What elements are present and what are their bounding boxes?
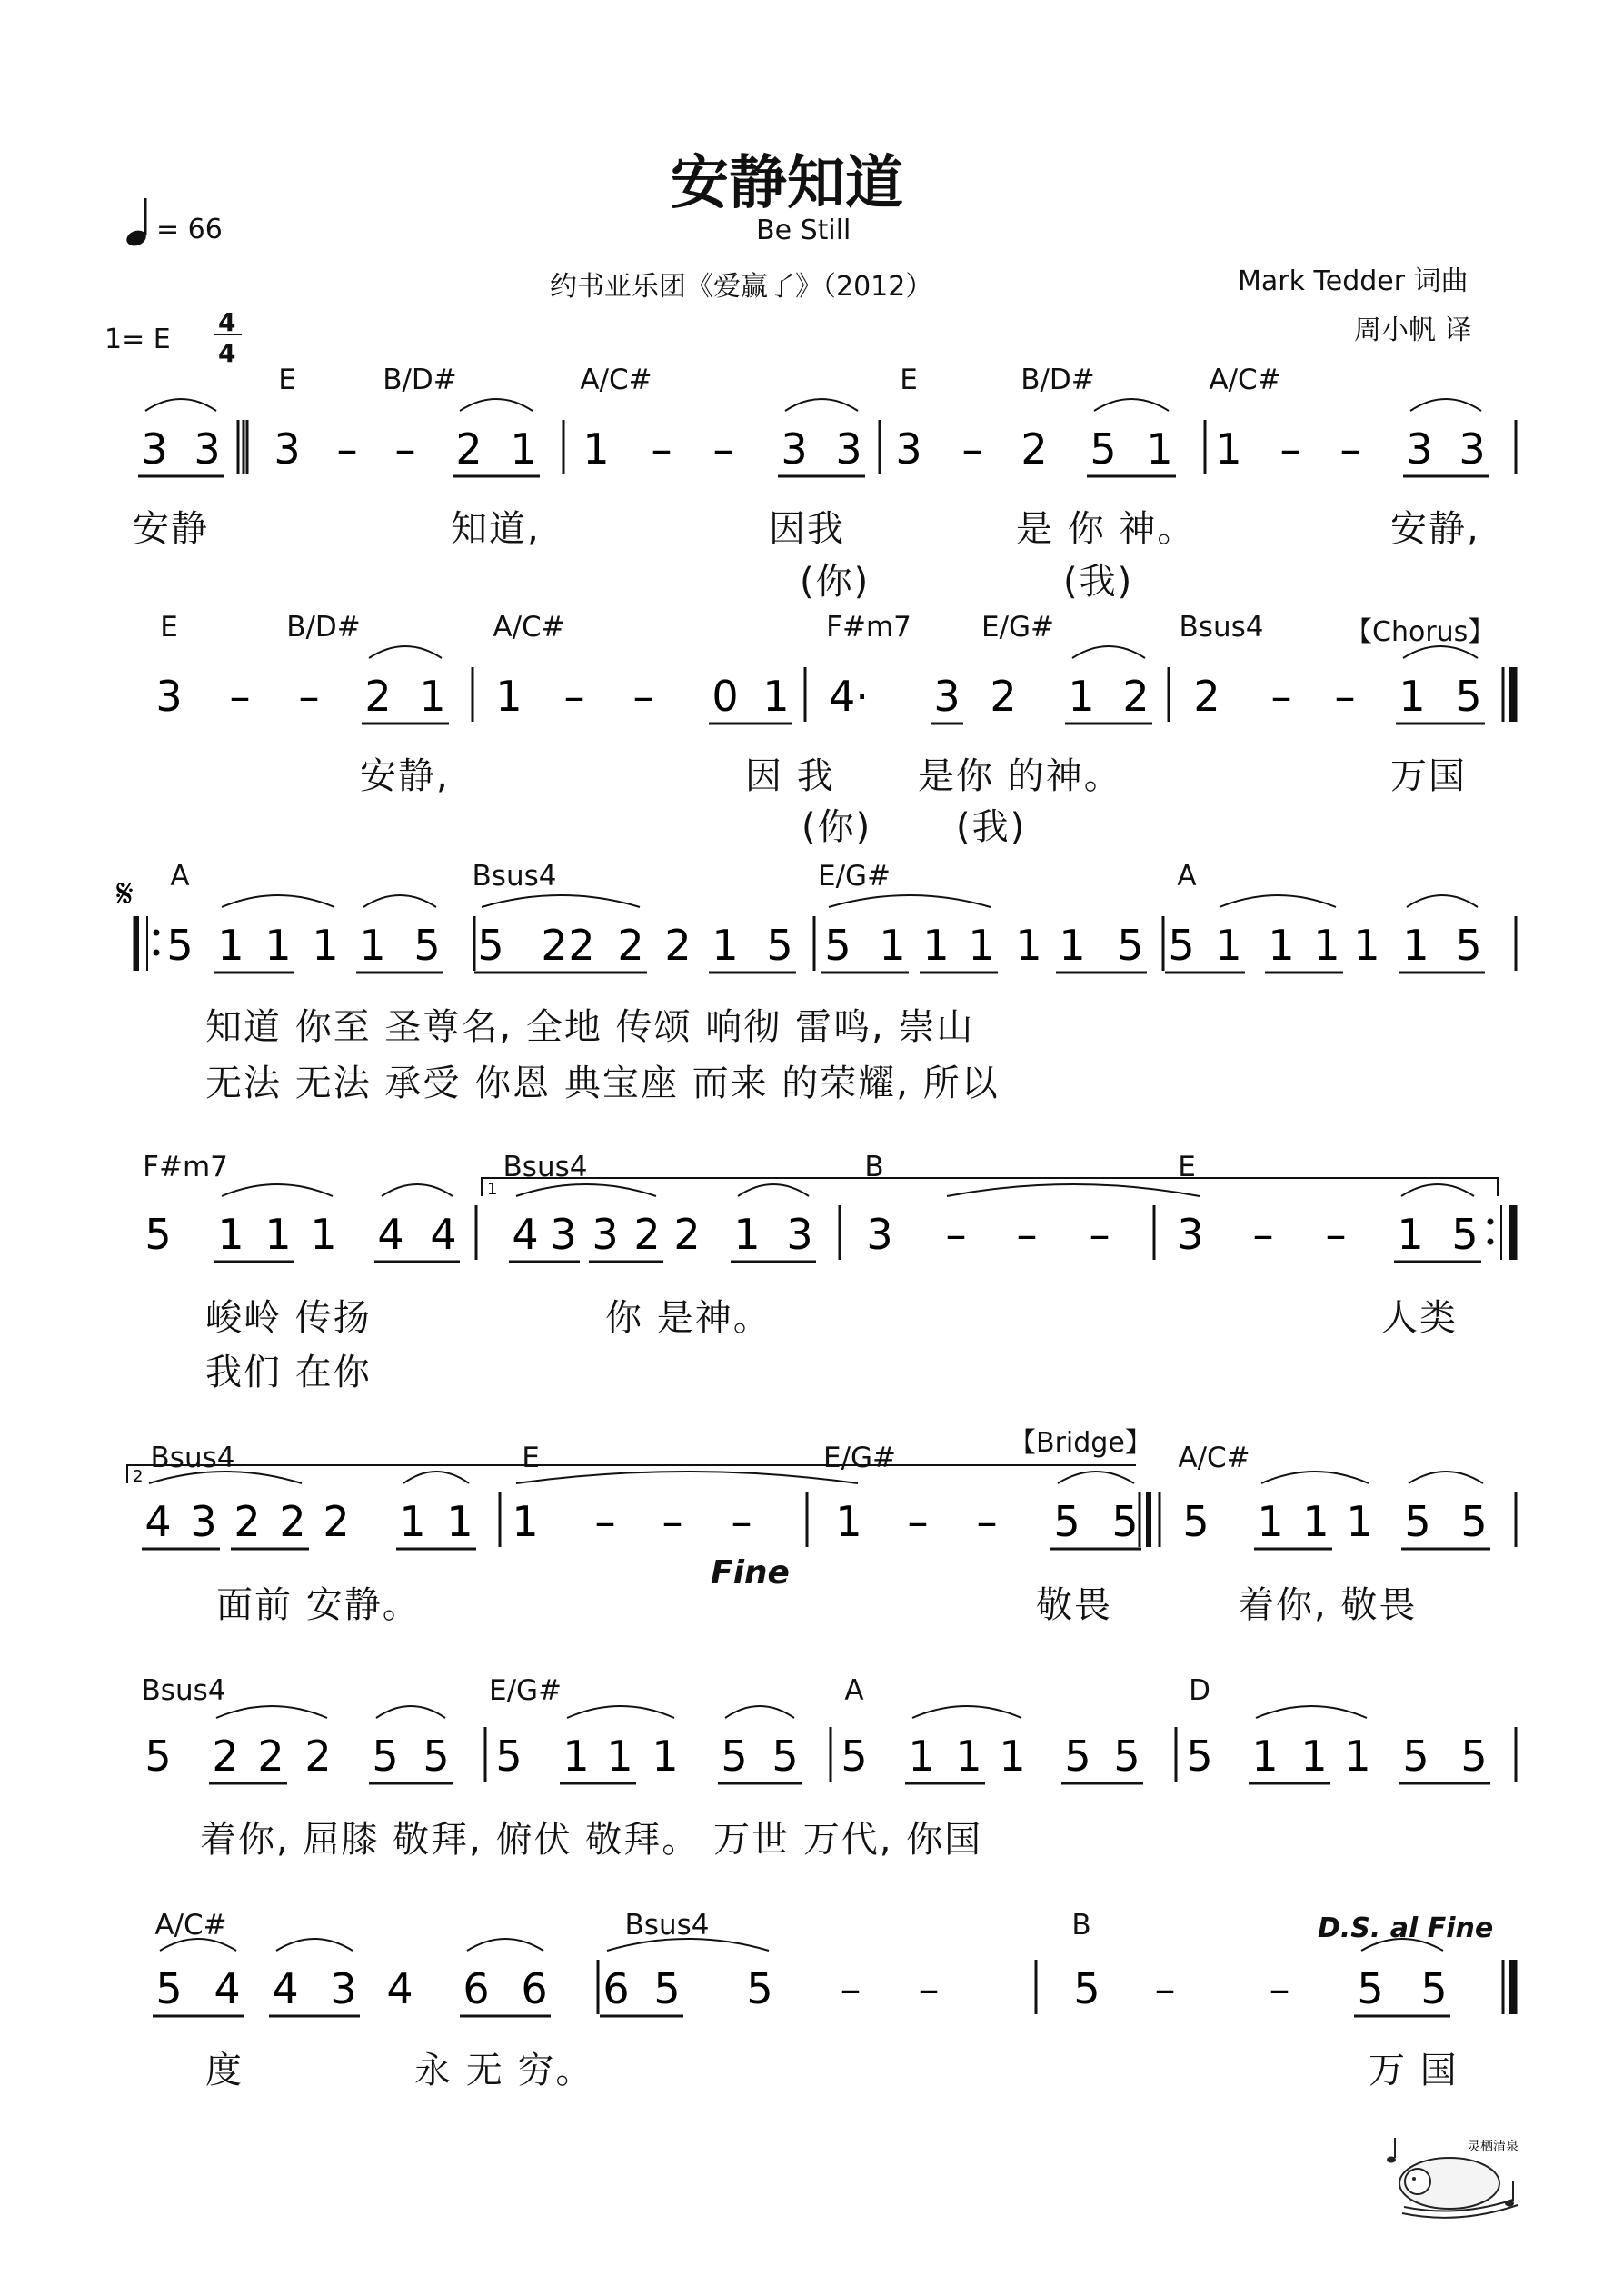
note: 5: [1451, 1210, 1479, 1259]
tie-arc: [1220, 895, 1336, 907]
chord: A/C#: [580, 364, 652, 396]
dash-mark: –: [840, 1964, 861, 2013]
dash-mark: –: [961, 424, 983, 474]
note: 1: [510, 424, 537, 474]
note: 1: [264, 1210, 292, 1259]
note: 6: [602, 1964, 630, 2013]
note: 2: [541, 921, 568, 970]
volta-number: 2: [133, 1467, 144, 1486]
chord: Bsus4: [624, 1909, 710, 1942]
note: 5: [841, 1732, 868, 1781]
note: 5: [1420, 1964, 1448, 2013]
note: 4·: [829, 672, 869, 721]
tie-arc: [1403, 646, 1478, 658]
dash-mark: –: [563, 672, 585, 721]
chord: E/G#: [817, 860, 891, 893]
note: 3: [141, 424, 168, 474]
chord: E/G#: [822, 1442, 897, 1474]
tie-arc: [149, 1472, 302, 1483]
tie-arc: [725, 1706, 794, 1718]
chord: Bsus4: [503, 1151, 588, 1183]
chord: E: [522, 1442, 540, 1474]
note: 5: [144, 1210, 172, 1259]
lyric: (我): [1063, 561, 1134, 603]
lyric: 着你, 屈膝 敬拜, 俯伏 敬拜。 万世 万代, 你国: [200, 1819, 983, 1861]
note: 5: [824, 921, 851, 970]
note: 2: [323, 1497, 350, 1546]
chord: Bsus4: [1179, 611, 1264, 644]
tie-arc: [363, 895, 436, 907]
note: 2: [234, 1497, 261, 1546]
note: 3: [895, 424, 922, 474]
chord: B/D#: [1021, 364, 1095, 396]
note: 5: [1111, 1497, 1139, 1546]
tie-arc: [516, 1472, 858, 1483]
note: 5: [1168, 921, 1195, 970]
tie-arc: [1361, 1939, 1443, 1951]
note: 4: [386, 1964, 413, 2013]
lyric: 安静,: [1390, 508, 1480, 550]
dash-mark: –: [1252, 1210, 1274, 1259]
note: 5: [1402, 1732, 1429, 1781]
segno-icon: 𝄋: [116, 871, 134, 917]
note: 6: [521, 1964, 548, 2013]
lyric: 无法 无法 承受 你恩 典宝座 而来 的荣耀, 所以: [205, 1063, 1000, 1104]
tie-arc: [1407, 895, 1478, 907]
note: 5: [1460, 1732, 1488, 1781]
dash-mark: –: [594, 1497, 616, 1546]
note: 2: [633, 1210, 661, 1259]
chord: B/D#: [286, 611, 361, 644]
note: 1: [1215, 424, 1242, 474]
note: 2: [568, 921, 595, 970]
note: 4: [272, 1964, 299, 2013]
volta-2-bracket: [127, 1465, 1136, 1483]
note: 4: [144, 1497, 172, 1546]
tie-arc: [1072, 646, 1145, 658]
tie-arc: [1261, 1472, 1369, 1483]
chord: A/C#: [1209, 364, 1281, 396]
note: 3: [866, 1210, 893, 1259]
tempo-value: = 66: [156, 214, 223, 245]
tie-arc: [403, 1472, 469, 1483]
note: 5: [1064, 1732, 1091, 1781]
tie-arc: [276, 1939, 353, 1951]
note: 5: [1455, 921, 1482, 970]
note: 5: [1182, 1497, 1210, 1546]
dash-mark: –: [976, 1497, 998, 1546]
note: 2: [364, 672, 392, 721]
note: 1: [1344, 1732, 1371, 1781]
dash-mark: –: [662, 1497, 683, 1546]
dash-mark: –: [1089, 1210, 1110, 1259]
note: 3: [592, 1210, 619, 1259]
chord: A: [170, 860, 190, 893]
note: 3: [1459, 424, 1486, 474]
tie-arc: [369, 646, 442, 658]
chord: F#m7: [143, 1151, 228, 1183]
dash-mark: –: [1270, 672, 1292, 721]
dash-mark: –: [1325, 1210, 1347, 1259]
note: 5: [413, 921, 441, 970]
tie-arc: [1094, 399, 1169, 411]
note: 3: [781, 424, 808, 474]
lyric: 你 是神。: [605, 1297, 772, 1339]
lyric: 永 无 穷。: [414, 2050, 594, 2091]
note: 1: [835, 1497, 862, 1546]
lyric: 万国: [1390, 755, 1467, 797]
note: 1: [563, 1732, 590, 1781]
note: 1: [762, 672, 790, 721]
tie-arc: [222, 895, 334, 907]
note: 1: [1068, 672, 1095, 721]
note: 5: [1090, 424, 1117, 474]
tie-arc: [738, 1184, 809, 1196]
lyric: 安静: [133, 508, 209, 550]
note: 3: [1406, 424, 1433, 474]
note: 3: [194, 424, 221, 474]
dash-mark: –: [1339, 424, 1361, 474]
dash-mark: –: [1016, 1210, 1038, 1259]
volta-1-bracket: [482, 1178, 1498, 1196]
tie-arc: [1409, 1472, 1483, 1483]
lyric: (我): [956, 806, 1027, 848]
dash-mark: –: [1269, 1964, 1290, 2013]
note: 1: [1300, 1732, 1328, 1781]
note: 1: [399, 1497, 426, 1546]
chord: E: [900, 364, 918, 396]
note: 1: [968, 921, 995, 970]
tie-arc: [482, 895, 640, 907]
translator-credit: 周小帆 译: [1354, 314, 1472, 346]
lyric: 人类: [1381, 1297, 1458, 1339]
note: 5: [1073, 1964, 1100, 2013]
tie-arc: [1256, 1706, 1367, 1718]
note: 3: [274, 424, 301, 474]
logo-text: 灵栖清泉: [1468, 2140, 1518, 2154]
chord: B/D#: [383, 364, 457, 396]
note: 1: [1146, 424, 1173, 474]
tie-arc: [145, 399, 216, 411]
note: 1: [582, 424, 610, 474]
chord: D: [1189, 1674, 1210, 1707]
lyric: 着你, 敬畏: [1238, 1584, 1418, 1626]
note: 1: [733, 1210, 761, 1259]
chord: E: [1178, 1151, 1196, 1183]
dash-mark: –: [712, 424, 734, 474]
note: 1: [1268, 921, 1295, 970]
lyric: 万 国: [1369, 2050, 1459, 2091]
note: 3: [190, 1497, 217, 1546]
chord: A/C#: [493, 611, 565, 644]
composer-credit: Mark Tedder 词曲: [1238, 265, 1469, 297]
note: 5: [144, 1732, 172, 1781]
note: 4: [377, 1210, 404, 1259]
dash-mark: –: [1154, 1964, 1176, 2013]
note: 3: [786, 1210, 813, 1259]
note: 5: [477, 921, 504, 970]
note: 5: [772, 1732, 799, 1781]
note: 5: [155, 1964, 183, 2013]
time-signature-top: 4: [218, 307, 236, 337]
repeat-dot: [154, 950, 160, 956]
note: 5: [1455, 672, 1482, 721]
note: 4: [214, 1964, 241, 2013]
note: 5: [1053, 1497, 1080, 1546]
dash-mark: –: [394, 424, 416, 474]
note: 1: [217, 1210, 244, 1259]
lyric: 面前 安静。: [216, 1584, 421, 1626]
note: 6: [463, 1964, 490, 2013]
note: 5: [1404, 1497, 1431, 1546]
chord: B: [1071, 1909, 1091, 1942]
tie-arc: [1058, 1472, 1134, 1483]
lyric: 是 你 神。: [1016, 508, 1196, 550]
note: 2: [1021, 424, 1048, 474]
lyric: (你): [800, 561, 871, 603]
tie-arc: [467, 1939, 543, 1951]
chord: E/G#: [488, 1674, 563, 1707]
note: 2: [1122, 672, 1150, 721]
tie-arc: [160, 1939, 236, 1951]
note: 1: [312, 921, 339, 970]
note: 1: [359, 921, 386, 970]
note: 1: [1397, 1210, 1424, 1259]
note: 3: [550, 1210, 577, 1259]
note: 1: [712, 921, 739, 970]
volta-number: 1: [487, 1180, 498, 1199]
dash-mark: –: [918, 1964, 940, 2013]
tie-arc: [947, 1184, 1200, 1196]
song-title: 安静知道: [671, 150, 903, 217]
chord: A: [844, 1674, 864, 1707]
note: 1: [879, 921, 906, 970]
note: 2: [617, 921, 644, 970]
note: 1: [1353, 921, 1380, 970]
note: 4: [430, 1210, 457, 1259]
chord: Bsus4: [141, 1674, 226, 1707]
note: 1: [217, 921, 244, 970]
note: 1: [310, 1210, 337, 1259]
note: 1: [999, 1732, 1026, 1781]
dash-mark: –: [907, 1497, 929, 1546]
tie-arc: [607, 1939, 769, 1951]
note: 2: [455, 424, 483, 474]
tie-arc: [460, 399, 533, 411]
note: 2: [673, 1210, 701, 1259]
note: 5: [495, 1732, 523, 1781]
note: 1: [1402, 921, 1429, 970]
chord: F#m7: [826, 611, 911, 644]
fine-marker: Fine: [711, 1554, 790, 1592]
chord: A: [1177, 860, 1197, 893]
note: 2: [257, 1732, 284, 1781]
note: 1: [1251, 1732, 1279, 1781]
lyric: 我们 在你: [205, 1352, 372, 1393]
note: 1: [1346, 1497, 1373, 1546]
note: 1: [922, 921, 950, 970]
dash-mark: –: [336, 424, 358, 474]
lyric: 敬畏: [1036, 1584, 1112, 1626]
lyric: 因我: [769, 508, 845, 550]
lyric: 知道 你至 圣尊名, 全地 传颂 响彻 雷鸣, 崇山: [205, 1006, 975, 1048]
note: 1: [1257, 1497, 1284, 1546]
note: 3: [835, 424, 862, 474]
tie-arc: [567, 1706, 674, 1718]
dash-mark: –: [1279, 424, 1301, 474]
repeat-dot: [1488, 1219, 1494, 1225]
tie-arc: [829, 895, 991, 907]
tie-arc: [516, 1184, 656, 1196]
ds-al-fine-marker: D.S. al Fine: [1318, 1912, 1494, 1944]
note: 5: [1186, 1732, 1213, 1781]
note: 5: [1460, 1497, 1488, 1546]
chord: B: [864, 1151, 884, 1183]
lyric: (你): [802, 806, 872, 848]
note: 1: [419, 672, 446, 721]
bridge-marker: 【Bridge】: [1009, 1427, 1152, 1459]
note: 3: [933, 672, 961, 721]
note: 1: [264, 921, 292, 970]
note: 2: [990, 672, 1017, 721]
repeat-dot: [1488, 1239, 1494, 1245]
tie-arc: [785, 399, 858, 411]
dash-mark: –: [945, 1210, 967, 1259]
lyric: 因 我: [745, 755, 835, 797]
tie-arc: [1401, 1184, 1474, 1196]
chord: A/C#: [154, 1909, 227, 1942]
dash-mark: –: [1334, 672, 1356, 721]
lyric: 度: [205, 2050, 244, 2091]
dash-mark: –: [229, 672, 251, 721]
note: 2: [212, 1732, 239, 1781]
dash-mark: –: [651, 424, 672, 474]
note: 1: [652, 1732, 679, 1781]
note: 5: [766, 921, 793, 970]
note: 5: [1113, 1732, 1140, 1781]
dash-mark: –: [632, 672, 654, 721]
album-info: 约书亚乐团《爱赢了》（2012）: [550, 271, 933, 303]
note: 5: [1117, 921, 1144, 970]
tie-arc: [376, 1706, 445, 1718]
repeat-dot: [154, 930, 160, 936]
note: 1: [1215, 921, 1242, 970]
note: 5: [166, 921, 194, 970]
lyric: 安静,: [360, 755, 450, 797]
note: 4: [512, 1210, 539, 1259]
lyric: 峻岭 传扬: [205, 1297, 372, 1339]
tie-arc: [382, 1184, 453, 1196]
chord: Bsus4: [150, 1442, 235, 1474]
note: 3: [155, 672, 183, 721]
chord: E: [278, 364, 296, 396]
note: 1: [908, 1732, 935, 1781]
sheep-logo-icon: [1377, 2127, 1531, 2227]
note: 1: [606, 1732, 633, 1781]
note: 1: [495, 672, 523, 721]
note: 5: [653, 1964, 681, 2013]
note: 5: [721, 1732, 748, 1781]
key-signature: 1= E: [105, 324, 171, 355]
note: 2: [279, 1497, 306, 1546]
lyric: 知道,: [451, 508, 541, 550]
note: 1: [446, 1497, 473, 1546]
chord: A/C#: [1178, 1442, 1250, 1474]
note: 1: [1302, 1497, 1329, 1546]
note: 5: [1357, 1964, 1384, 2013]
chord: Bsus4: [472, 860, 557, 893]
note: 5: [372, 1732, 399, 1781]
note: 1: [955, 1732, 982, 1781]
tie-arc: [222, 1184, 333, 1196]
tie-arc: [216, 1706, 327, 1718]
note: 2: [304, 1732, 332, 1781]
note: 1: [1059, 921, 1086, 970]
tie-arc: [1410, 399, 1481, 411]
chord: E/G#: [981, 611, 1055, 644]
note: 2: [664, 921, 692, 970]
chorus-marker: 【Chorus】: [1345, 616, 1496, 648]
time-signature-bottom: 4: [218, 338, 236, 368]
lyric: 是你 的神。: [918, 755, 1122, 797]
dash-mark: –: [298, 672, 320, 721]
note: 0: [712, 672, 739, 721]
note: 1: [1399, 672, 1426, 721]
song-subtitle: Be Still: [756, 215, 851, 246]
tie-arc: [912, 1706, 1021, 1718]
note: 5: [746, 1964, 773, 2013]
note: 2: [1193, 672, 1220, 721]
note: 3: [330, 1964, 357, 2013]
note: 1: [1313, 921, 1340, 970]
note: 3: [1177, 1210, 1204, 1259]
note: 1: [1015, 921, 1042, 970]
note: 5: [423, 1732, 450, 1781]
chord: E: [160, 611, 178, 644]
dash-mark: –: [731, 1497, 752, 1546]
note: 1: [512, 1497, 539, 1546]
